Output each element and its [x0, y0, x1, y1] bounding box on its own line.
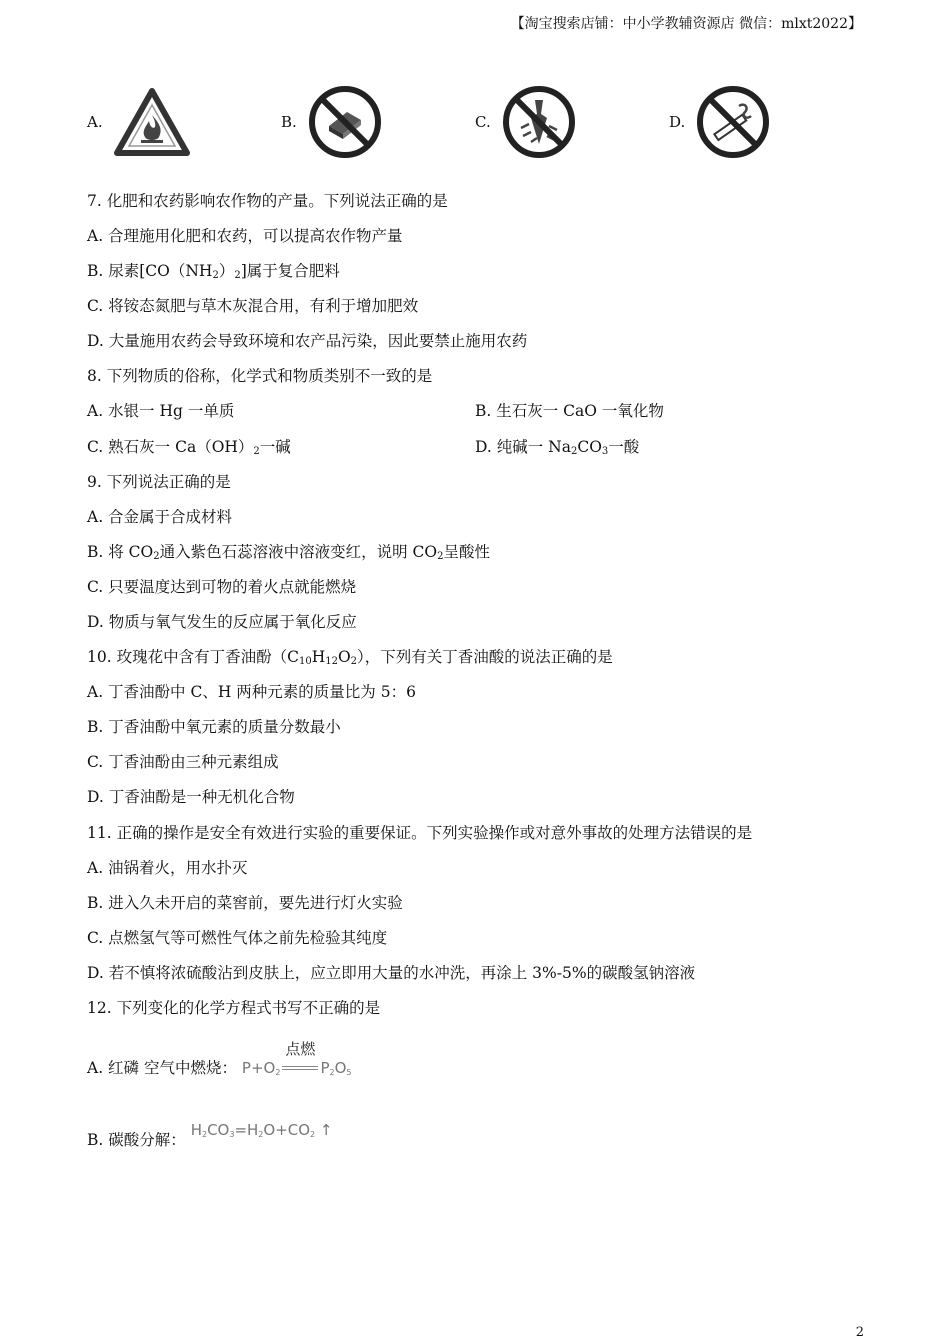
sign-label: C.	[475, 113, 491, 131]
q9-stem: 9. 下列说法正确的是	[87, 473, 231, 491]
q8-option-d: D. 纯碱一 $Na_2CO_3$一酸	[475, 438, 640, 457]
q10-option-c: C. 丁香油酚由三种元素组成	[87, 753, 279, 771]
sign-option-b	[281, 82, 383, 162]
q9-option-b: B. 将 $CO_2$通入紫色石蕊溶液中溶液变红，说明 $CO_2$呈酸性	[87, 543, 491, 562]
q7-option-c: C. 将铵态氮肥与草木灰混合用，有利于增加肥效	[87, 297, 419, 315]
q12-stem: 12. 下列变化的化学方程式书写不正确的是	[87, 999, 381, 1017]
q10-option-b: B. 丁香油酚中氧元素的质量分数最小	[87, 718, 341, 736]
q11-option-b: B. 进入久未开启的菜窖前，要先进行灯火实验	[87, 894, 403, 912]
q10-option-d: D. 丁香油酚是一种无机化合物	[87, 788, 295, 806]
q12-option-a-equation: $P+O_2$ 点燃 $P_2O_5$	[241, 1039, 352, 1077]
q12-option-a	[87, 1039, 352, 1079]
q8-option-a: A. 水银一 Hg 一单质	[87, 402, 235, 420]
q7-option-a: A. 合理施用化肥和农药，可以提高农作物产量	[87, 227, 403, 245]
q9-option-c: C. 只要温度达到可物的着火点就能燃烧	[87, 578, 357, 596]
no-smoking-icon	[695, 84, 771, 160]
reaction-condition: 点燃	[280, 1059, 320, 1079]
q10-stem: 10. 玫瑰花中含有丁香油酚$(C_{10}H_{12}O_2)$，下列有关丁香油酸的说法正确的是	[87, 648, 613, 667]
q8-stem: 8. 下列物质的俗称，化学式和物质类别不一致的是	[87, 367, 433, 385]
q12-option-b	[87, 1121, 333, 1150]
q12-option-b-label: B. 碳酸分解：	[87, 1131, 186, 1149]
page-header: 【淘宝搜索店铺：中小学教辅资源店 微信：mlxt2022】	[510, 16, 862, 32]
q10-option-a: A. 丁香油酚中 C、H 两种元素的质量比为 5：6	[87, 683, 416, 701]
q7-option-d: D. 大量施用农药会导致环境和农产品污染，因此要禁止施用农药	[87, 332, 528, 350]
q7-option-b: B. 尿素$[CO(NH_2)_2]$属于复合肥料	[87, 262, 340, 281]
q11-option-d: D. 若不慎将浓硫酸沾到皮肤上，应立即用大量的水冲洗，再涂上 3%-5%的碳酸氢钠溶液	[87, 964, 696, 982]
page-number: 2	[855, 1325, 864, 1340]
q9-option-a: A. 合金属于合成材料	[87, 508, 233, 526]
q11-stem: 11. 正确的操作是安全有效进行实验的重要保证。下列实验操作或对意外事故的处理方法错误的是	[87, 824, 753, 842]
q8-option-c: C. 熟石灰一 $Ca(OH)_2$一碱	[87, 438, 291, 457]
flammable-warning-icon	[113, 87, 191, 157]
q9-option-d: D. 物质与氧气发生的反应属于氧化反应	[87, 613, 357, 631]
safety-signs-row	[87, 82, 807, 162]
sign-option-c	[475, 82, 577, 162]
sign-option-d	[669, 82, 771, 162]
no-fireworks-icon	[501, 84, 577, 160]
q7-stem: 7. 化肥和农药影响农作物的产量。下列说法正确的是	[87, 192, 448, 210]
sign-label: B.	[281, 113, 297, 131]
q11-option-a: A. 油锅着火，用水扑灭	[87, 859, 248, 877]
no-storage-icon	[307, 84, 383, 160]
q12-option-a-label: A. 红磷 空气中燃烧：	[87, 1059, 237, 1077]
q8-option-b: B. 生石灰一 CaO 一氧化物	[475, 402, 664, 420]
sign-option-a	[87, 82, 191, 162]
q11-option-c: C. 点燃氢气等可燃性气体之前先检验其纯度	[87, 929, 388, 947]
sign-label: D.	[669, 113, 686, 131]
sign-label: A.	[87, 113, 103, 131]
q12-option-b-equation: $H_2CO_3=H_2O+CO_2$ ↑	[190, 1121, 333, 1139]
